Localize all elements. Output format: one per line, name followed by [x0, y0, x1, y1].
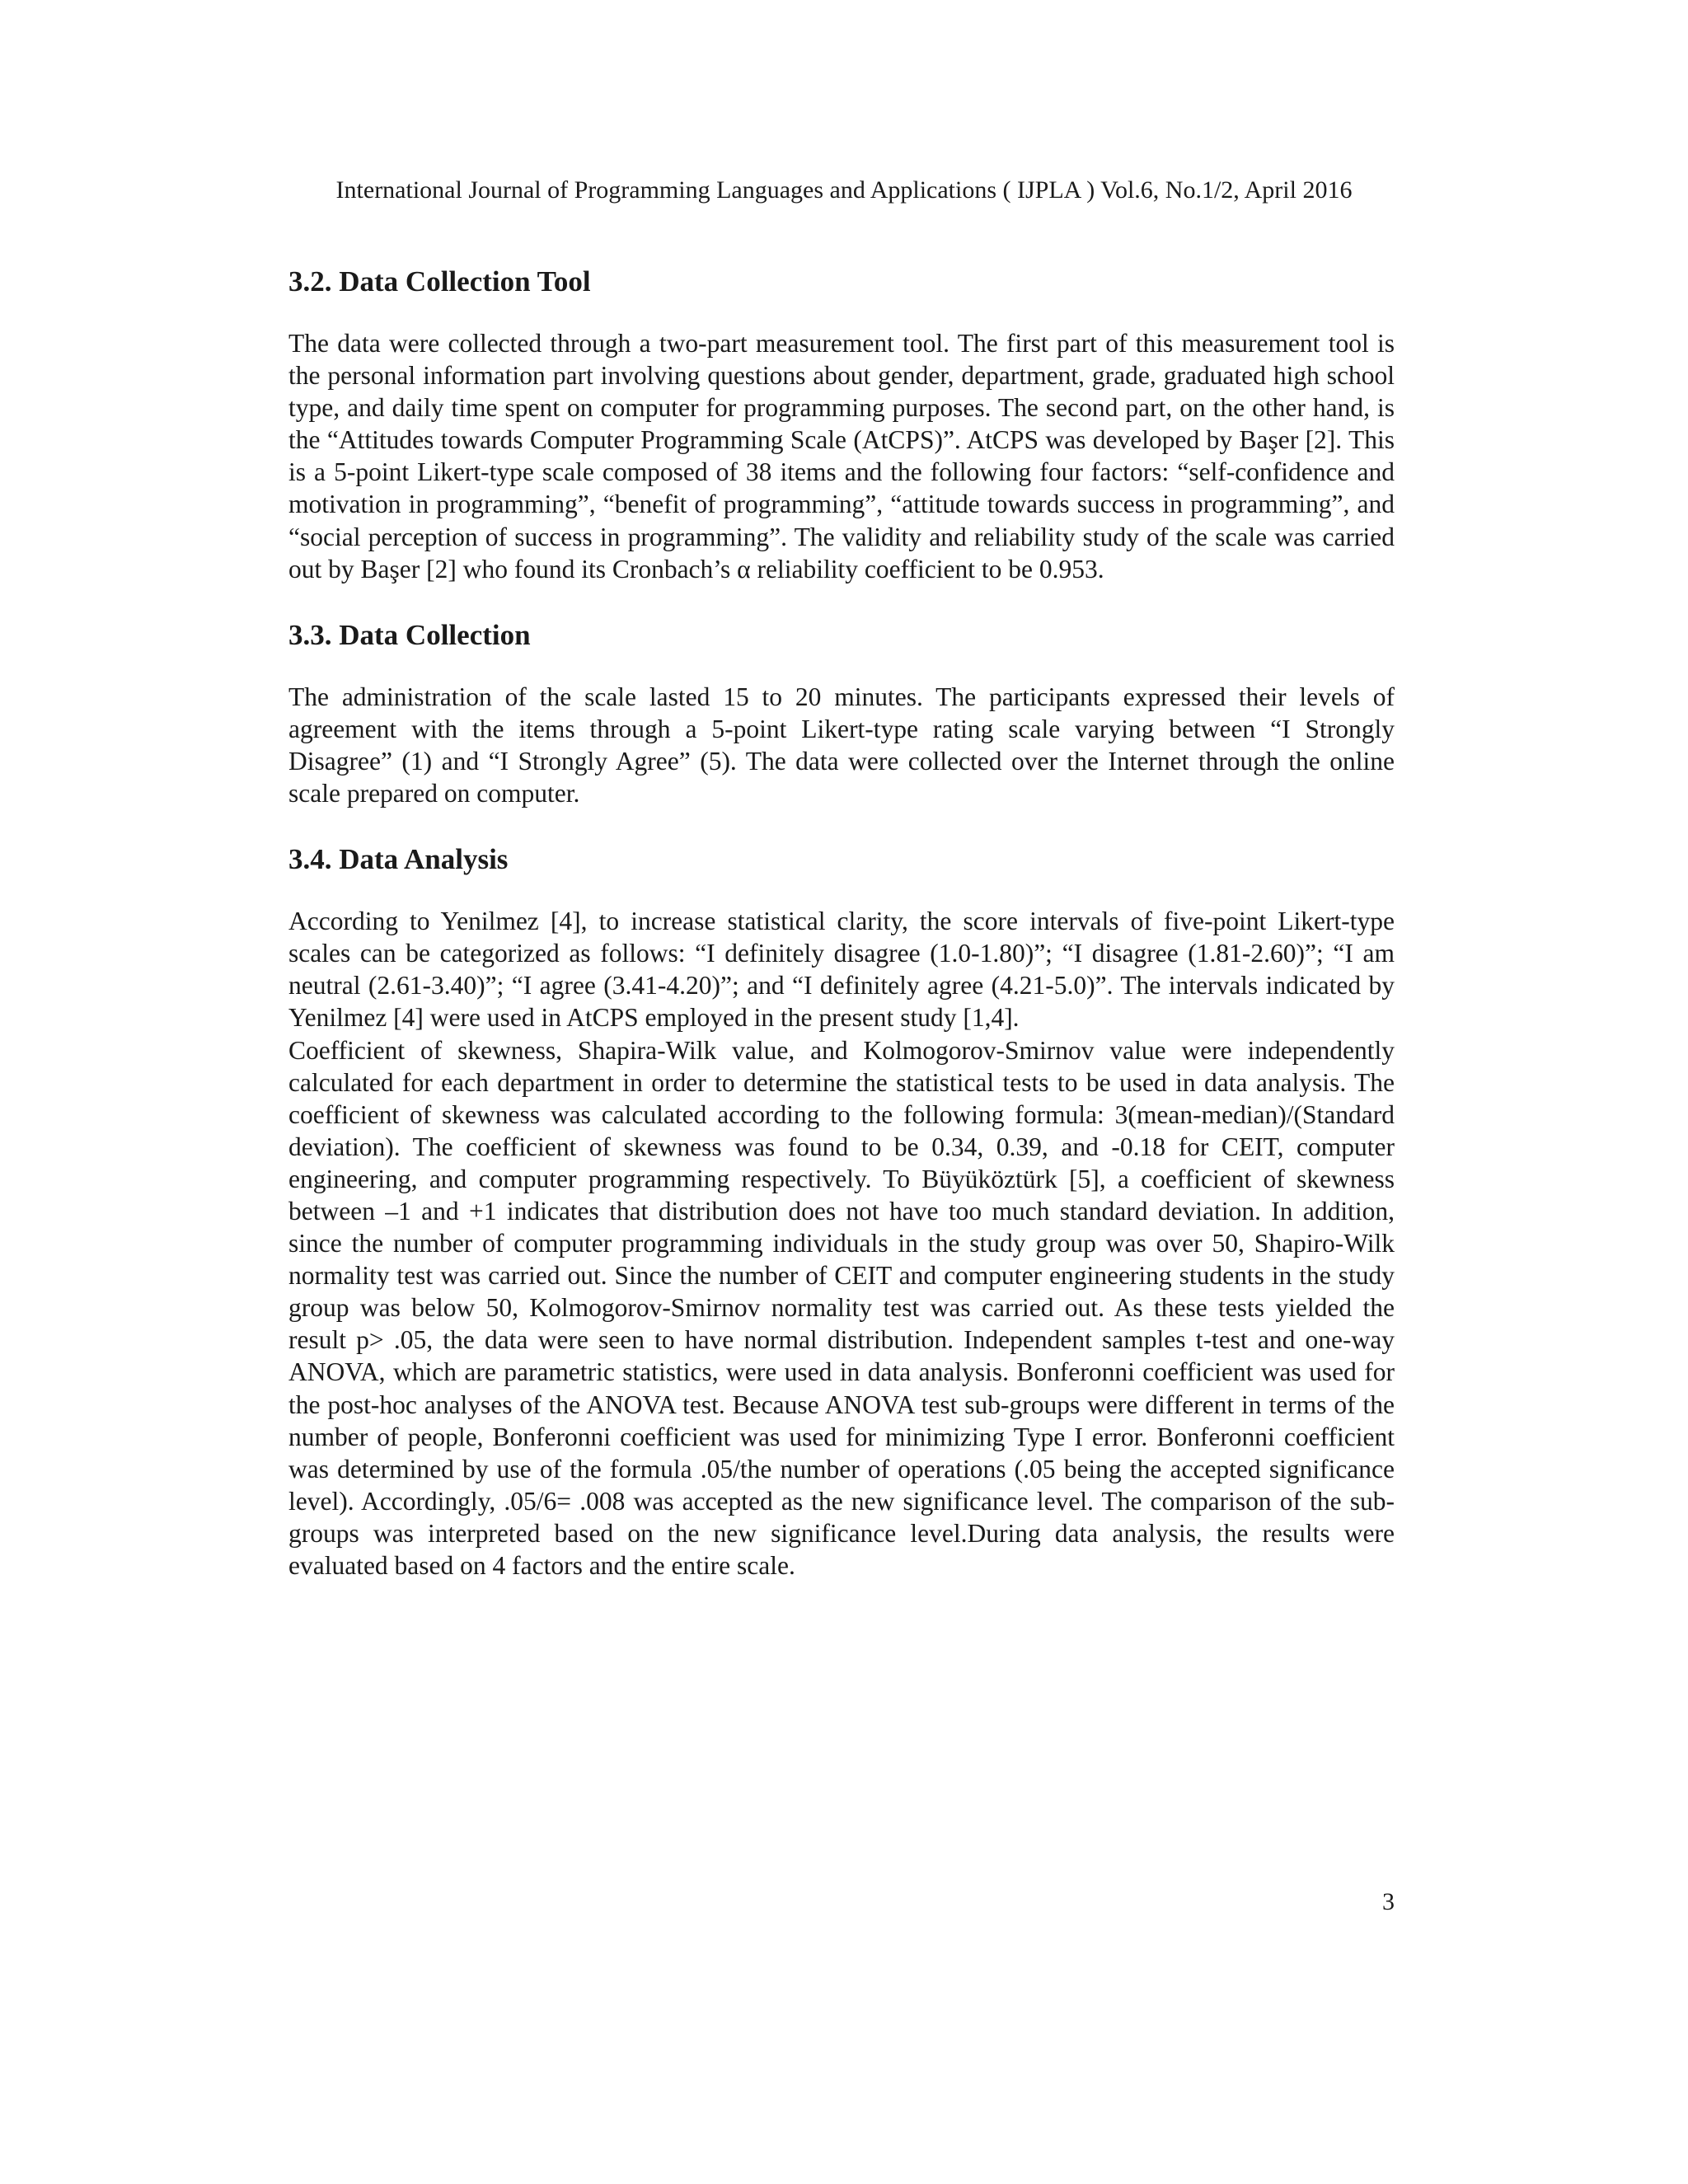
page-number: 3 — [1382, 1888, 1395, 1915]
section-heading: 3.3. Data Collection — [288, 618, 531, 651]
paragraph: The data were collected through a two-part measurement tool. The first part of this measurement tool is the personal information part involving questions about gender, department, grade, graduated high school type, and daily time spent on computer for programming purposes. The second part, on the other hand, is the “Attitudes towards Computer Programming Scale (AtCPS)”. AtCPS was developed by Başer [2]. This is a 5-point Likert-type scale composed of 38 items and the following four factors: “self-confidence and motivation in programming”, “benefit of programming”, “attitude towards success in programming”, and “social perception of success in programming”. The validity and reliability study of the scale was carried out by Başer [2] who found its Cronbach’s α reliability coefficient to be 0.953. — [288, 329, 1395, 583]
section-data-collection — [288, 619, 1395, 809]
section-heading: 3.4. Data Analysis — [288, 843, 509, 876]
paragraph: According to Yenilmez [4], to increase statistical clarity, the score intervals of five-point Likert-type scales can be categorized as follows: “I definitely disagree (1.0-1.80)”; “I disagree (1.81-2.60)”; “I am neutral (2.61-3.40)”; “I agree (3.41-4.20)”; and “I definitely agree (4.21-5.0)”. The intervals indicated by Yenilmez [4] were used in AtCPS employed in the present study [1,4]. — [288, 907, 1395, 1033]
paragraph: Coefficient of skewness, Shapira-Wilk value, and Kolmogorov-Smirnov value were independently calculated for each department in order to determine the statistical tests to be used in data analysis. The coefficient of skewness was calculated according to the following formula: 3(mean-median)/(Standard deviation). The coefficient of skewness was found to be 0.34, 0.39, and -0.18 for CEIT, computer engineering, and computer programming respectively. To Büyüköztürk [5], a coefficient of skewness between –1 and +1 indicates that distribution does not have too much standard deviation. In addition, since the number of computer programming individuals in the study group was over 50, Shapiro-Wilk normality test was carried out. Since the number of CEIT and computer engineering students in the study group was below 50, Kolmogorov-Smirnov normality test was carried out. As these tests yielded the result p> .05, the data were seen to have normal distribution. Independent samples t-test and one-way ANOVA, which are parametric statistics, were used in data analysis. Bonferonni coefficient was used for the post-hoc analyses of the ANOVA test. Because ANOVA test sub-groups were different in terms of the number of people, Bonferonni coefficient was used for minimizing Type I error. Bonferonni coefficient was determined by use of the formula .05/the number of operations (.05 being the accepted significance level). Accordingly, .05/6= .008 was accepted as the new significance level. The comparison of the sub-groups was interpreted based on the new significance level.During data analysis, the results were evaluated based on 4 factors and the entire scale. — [288, 1035, 1395, 1580]
section-data-analysis — [288, 843, 1395, 1582]
paragraph: The administration of the scale lasted 15 to 20 minutes. The participants expressed their levels of agreement with the items through a 5-point Likert-type rating scale varying between “I Strongly Disagree” (1) and “I Strongly Agree” (5). The data were collected over the Internet through the online scale prepared on computer. — [288, 682, 1395, 808]
section-heading: 3.2. Data Collection Tool — [288, 265, 591, 298]
section-data-collection-tool — [288, 265, 1395, 585]
page-body — [288, 265, 1395, 1582]
running-header: International Journal of Programming Languages and Applications ( IJPLA ) Vol.6, No.1/2, April 2016 — [335, 176, 1353, 204]
